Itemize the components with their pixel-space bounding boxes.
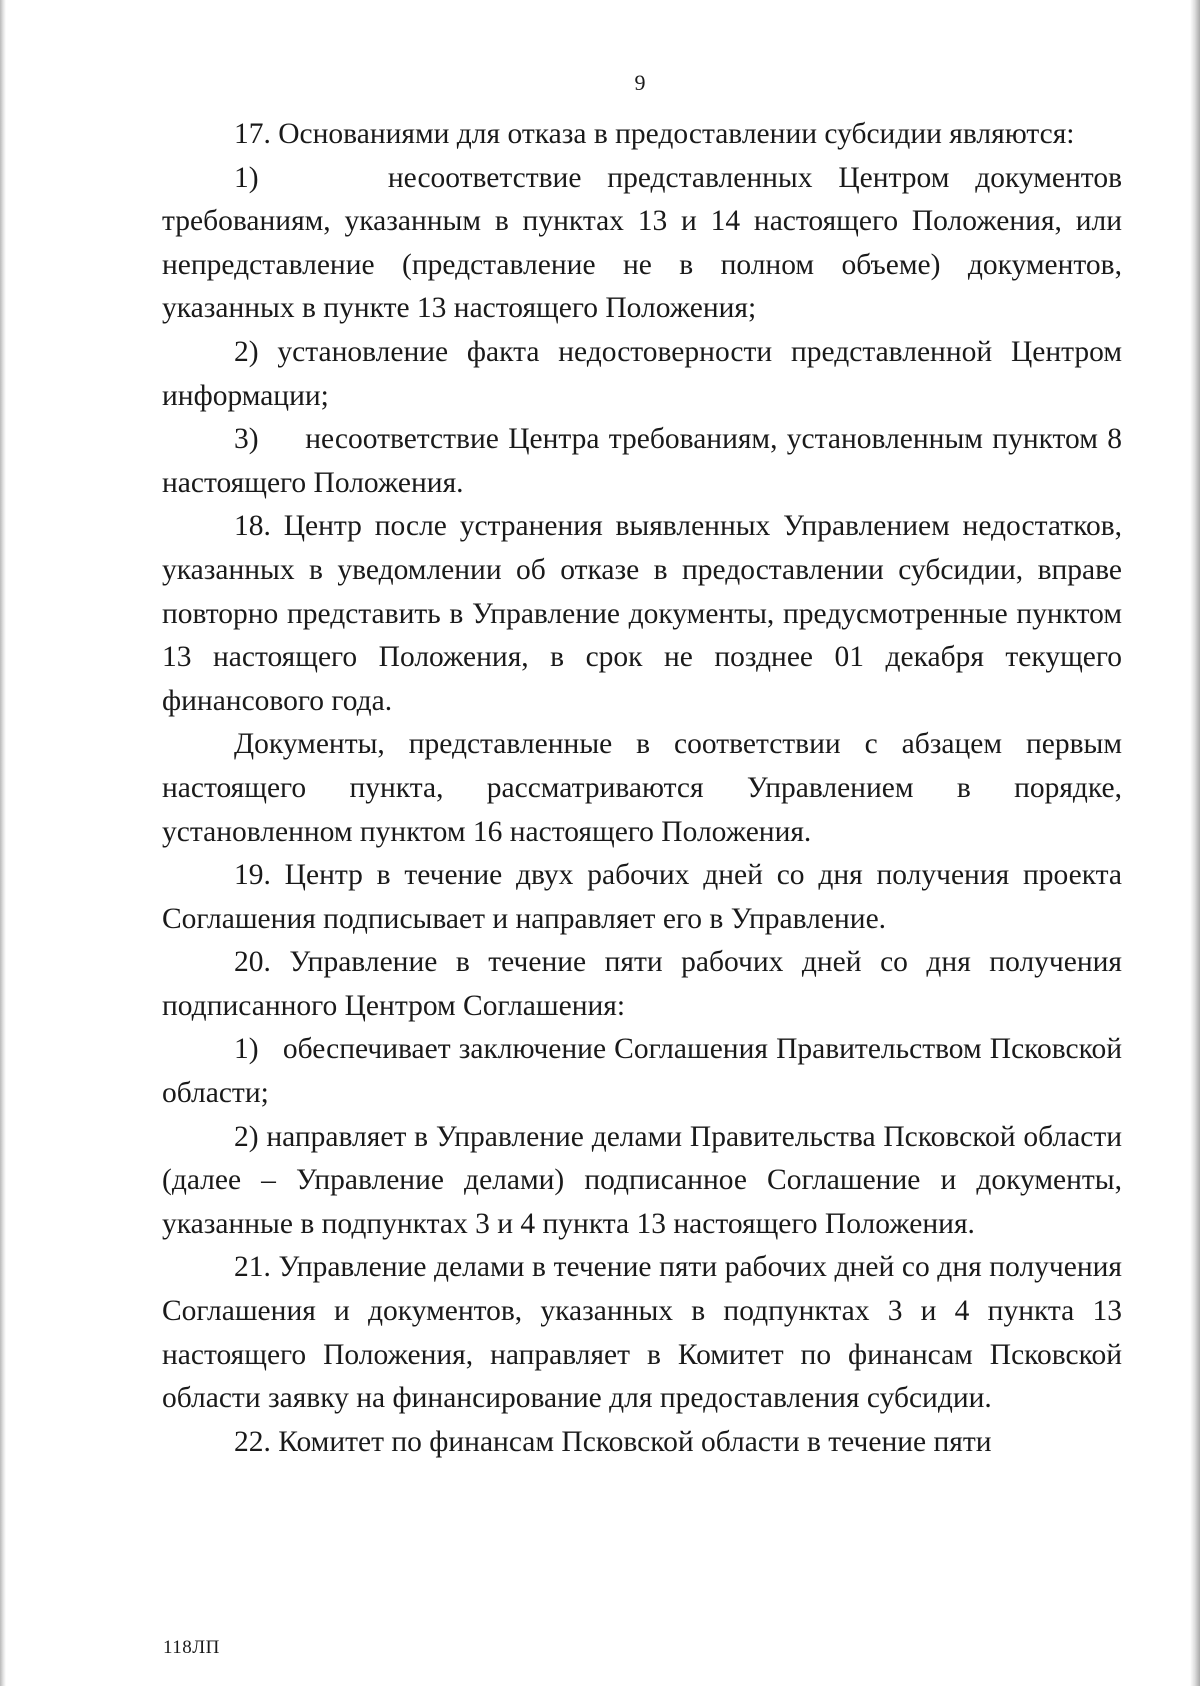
document-code: 118ЛП	[163, 1637, 220, 1658]
scan-edge-left	[0, 0, 6, 1686]
paragraph-22: 22. Комитет по финансам Псковской области в течение пяти	[234, 1425, 992, 1458]
paragraph-20-item-1: 1) обеспечивает заключение Соглашения Правительством Псковской области;	[162, 1033, 1122, 1110]
paragraph-19: 19. Центр в течение двух рабочих дней со дня получения проекта Соглашения подписывает и направляет его в Управление.	[162, 859, 1122, 935]
paragraph-20: 20. Управление в течение пяти рабочих дней со дня получения подписанного Центром Соглашения:	[162, 946, 1122, 1022]
document-body	[162, 113, 1122, 1464]
paragraph-18-part-2: Документы, представленные в соответствии с абзацем первым настоящего пункта, рассматриваются Управлением в порядке, установленном пунктом 16 настоящего Положения.	[162, 728, 1122, 848]
paragraph-17-item-1: 1) несоответствие представленных Центром документов требованиям, указанным в пунктах 13 и 14 настоящего Положения, или непредставление (представление не в полном объеме) документов, указанных в пункте 13 настоящего Положения;	[162, 161, 1122, 325]
paragraph-18: 18. Центр после устранения выявленных Управлением недостатков, указанных в уведомлении об отказе в предоставлении субсидии, вправе повторно представить в Управление документы, предусмотренные пунктом 13 настоящего Положения, в срок не позднее 01 декабря текущего финансового года.	[162, 510, 1122, 717]
paragraph-20-item-2: 2) направляет в Управление делами Правительства Псковской области (далее – Управление делами) подписанное Соглашение и документы, указанные в подпунктах 3 и 4 пункта 13 настоящего Положения.	[162, 1120, 1122, 1240]
paragraph-21: 21. Управление делами в течение пяти рабочих дней со дня получения Соглашения и документов, указанных в подпунктах 3 и 4 пункта 13 настоящего Положения, направляет в Комитет по финансам Псковской области заявку на финансирование для предоставления субсидии.	[162, 1251, 1122, 1415]
paragraph-17-item-2: 2) установление факта недостоверности представленной Центром информации;	[162, 335, 1122, 412]
page-number: 9	[634, 70, 646, 95]
paragraph-17-item-3: 3) несоответствие Центра требованиям, установленным пунктом 8 настоящего Положения.	[162, 423, 1122, 499]
scan-edge-right	[1190, 0, 1200, 1686]
paragraph-17: 17. Основаниями для отказа в предоставлении субсидии являются:	[234, 118, 1075, 150]
